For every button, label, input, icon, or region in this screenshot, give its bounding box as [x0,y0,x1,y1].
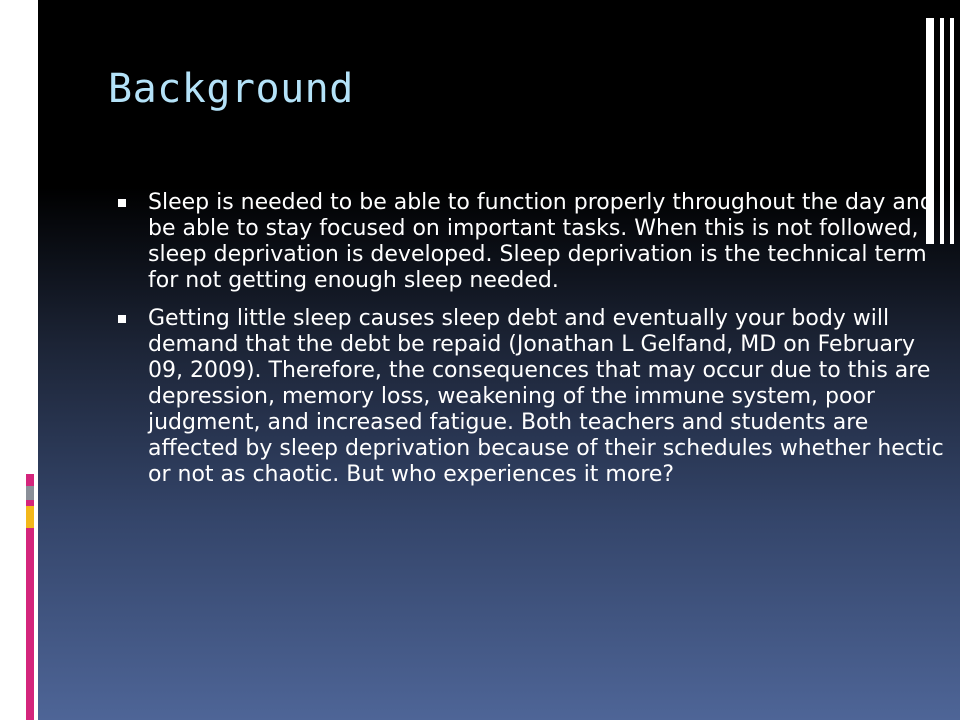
corner-bar-3 [950,18,954,244]
slide-title: Background [108,66,354,112]
slide [38,0,960,720]
bullet-item [118,190,948,294]
bullet-item [118,306,948,488]
square-bullet-icon [118,315,126,323]
bullet-text: Sleep is needed to be able to function properly throughout the day and be able to stay focused on important tasks. When this is not followed, sleep deprivation is developed. Sleep deprivation is the technical term for not getting enough sleep needed. [148,190,934,293]
left-stripe-gray [26,486,34,500]
left-stripe-yellow [26,506,34,528]
bullet-list [118,190,948,500]
bullet-text: Getting little sleep causes sleep debt and eventually your body will demand that the debt be repaid (Jonathan L Gelfand, MD on February 09, 2009). Therefore, the consequences that may occur due to this are depression, memory loss, weakening of the immune system, poor judgment, and increased fatigue. Both teachers and students are affected by sleep deprivation because of their schedules whether hectic or not as chaotic. But who experiences it more? [148,306,944,487]
square-bullet-icon [118,199,126,207]
